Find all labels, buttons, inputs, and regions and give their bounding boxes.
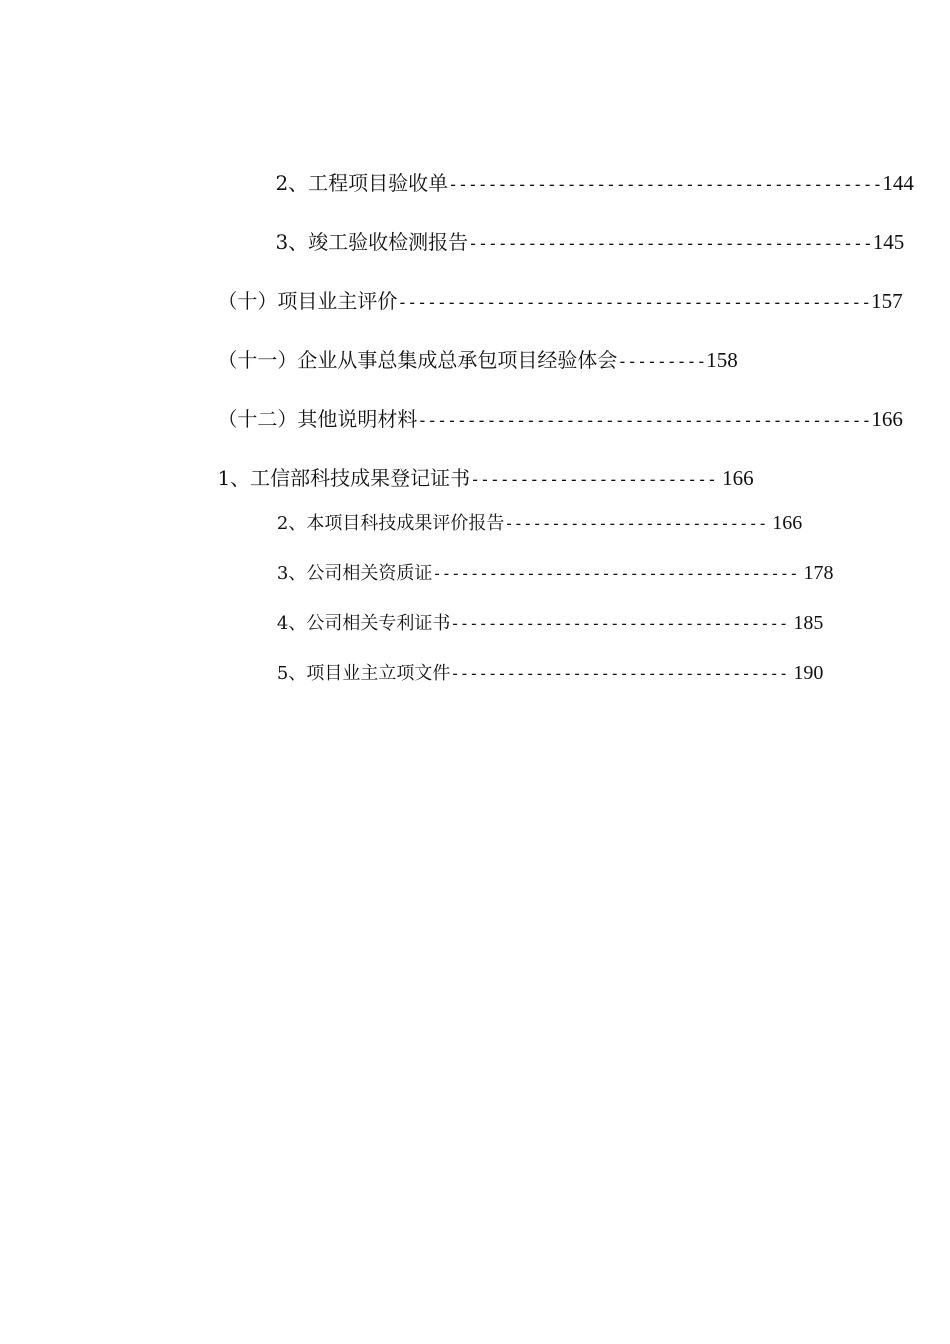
toc-entry-title: 5、项目业主立项文件 (276, 663, 451, 684)
toc-entry[interactable] (254, 545, 834, 601)
toc-entry-leader: -------------------------------------------- (448, 175, 883, 194)
toc-entry-page-number: 144 (882, 171, 914, 195)
toc-entry[interactable] (250, 212, 904, 273)
toc-entry-leader: --------- (617, 352, 707, 371)
toc-entry[interactable] (192, 330, 738, 391)
toc-entry-page-number: 166 (716, 466, 754, 490)
toc-entry-leader: ------------------------------------------------ (397, 293, 872, 312)
toc-entry-title: 2、工程项目验收单 (275, 171, 449, 195)
toc-entry-title: 3、公司相关资质证 (276, 563, 433, 584)
toc-entry-title: （十）项目业主评价 (217, 289, 398, 313)
toc-entry-page-number: 178 (798, 562, 834, 584)
toc-entry[interactable] (254, 645, 823, 701)
toc-entry-title: 3、竣工验收检测报告 (275, 230, 469, 254)
toc-entry-page-number: 158 (706, 348, 738, 372)
toc-entry-leader: ------------------------- (470, 470, 717, 489)
toc-entry-title: 2、本项目科技成果评价报告 (276, 513, 505, 534)
toc-entry-title: 4、公司相关专利证书 (276, 613, 451, 634)
toc-entry[interactable] (192, 389, 903, 450)
toc-entry[interactable] (254, 595, 823, 651)
toc-entry-leader: --------------------------------------- (432, 565, 799, 583)
toc-entry-page-number: 166 (767, 512, 803, 534)
toc-entry-title: 1、工信部科技成果登记证书 (217, 466, 471, 490)
toc-entry-page-number: 185 (788, 612, 824, 634)
toc-entry-title: （十二）其他说明材料 (217, 407, 418, 431)
toc-entry-leader: ----------------------------------------- (468, 234, 873, 253)
toc-entry[interactable] (192, 271, 903, 332)
toc-entry-leader: ------------------------------------ (450, 665, 789, 683)
toc-entry[interactable] (250, 153, 914, 214)
toc-entry-page-number: 166 (871, 407, 903, 431)
toc-entry-page-number: 190 (788, 662, 824, 684)
toc-entry[interactable] (254, 495, 802, 551)
toc-entry-page-number: 157 (871, 289, 903, 313)
toc-entry-leader: ------------------------------------ (450, 615, 789, 633)
toc-entry-leader: ---------------------------------------------- (417, 411, 872, 430)
toc-entry-leader: ---------------------------- (504, 515, 768, 533)
toc-entry-title: （十一）企业从事总集成总承包项目经验体会 (217, 348, 618, 372)
toc-entry-page-number: 145 (872, 230, 905, 254)
